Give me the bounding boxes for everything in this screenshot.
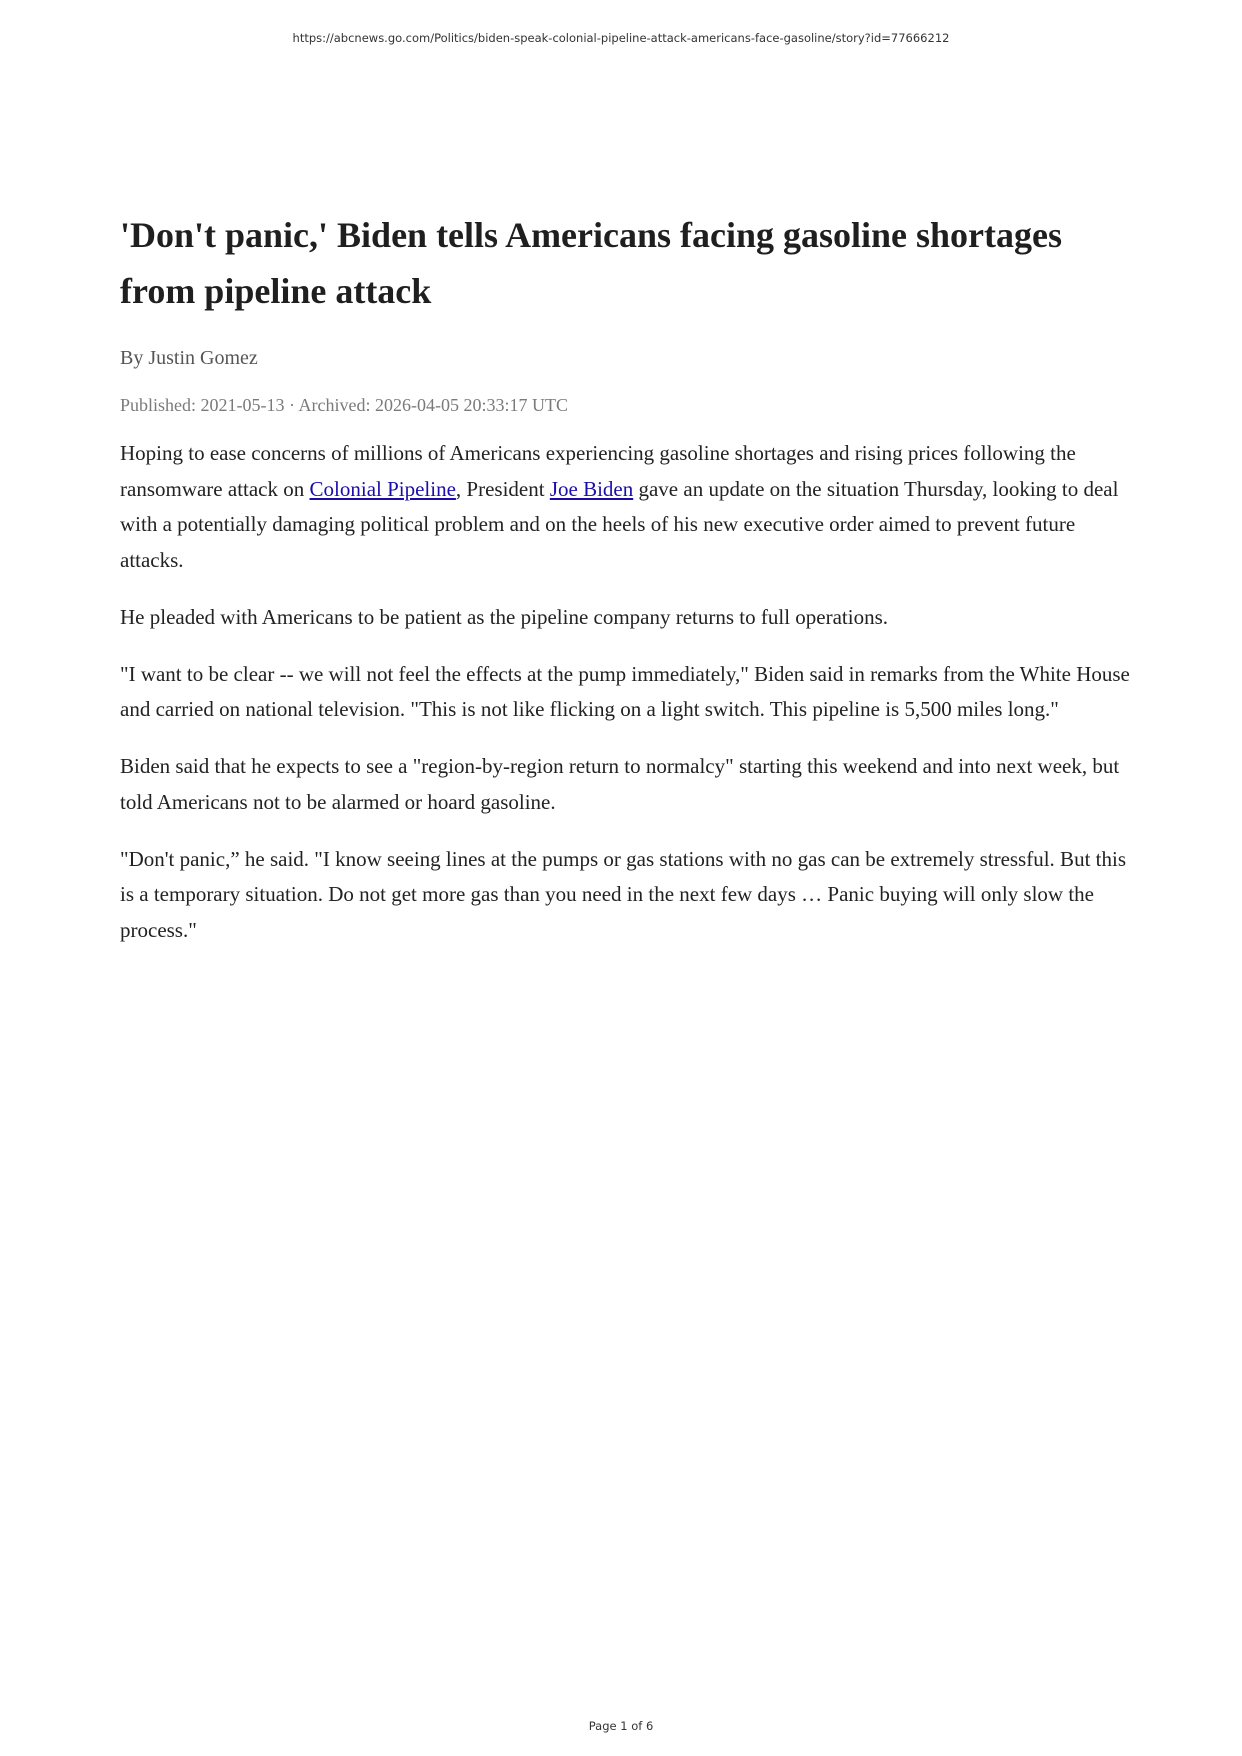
article-paragraph: Biden said that he expects to see a "region-by-region return to normalcy" starting this weekend and into next week, but told Americans not to be alarmed or hoard gasoline. xyxy=(120,754,1120,814)
article-title: 'Don't panic,' Biden tells Americans facing gasoline shortages from pipeline attack xyxy=(120,215,1063,311)
page-url: https://abcnews.go.com/Politics/biden-speak-colonial-pipeline-attack-americans-face-gasoline/story?id=77666212 xyxy=(292,31,950,45)
paragraph-text: gave an update on the situation Thursday, looking to deal with a potentially damaging political problem and on the heels of his new executive order aimed to prevent future attacks. xyxy=(120,476,1119,572)
paragraph-text: Hoping to ease concerns of millions of Americans experiencing gasoline shortages and rising prices following the ransomware attack on xyxy=(120,441,1076,501)
article-paragraph: "Don't panic,” he said. "I know seeing lines at the pumps or gas stations with no gas can be extremely stressful. But this is a temporary situation. Do not get more gas than you need in the next few days … Panic buying will only slow the process." xyxy=(120,846,1126,942)
page-indicator: Page 1 of 6 xyxy=(588,1719,654,1733)
article-meta: Published: 2021-05-13 · Archived: 2026-04-05 20:33:17 UTC xyxy=(120,395,568,415)
joe-biden-link[interactable]: Joe Biden xyxy=(549,476,634,501)
article-byline: By Justin Gomez xyxy=(120,347,258,369)
colonial-pipeline-link[interactable]: Colonial Pipeline xyxy=(309,476,456,501)
article xyxy=(120,207,1130,948)
article-paragraph: "I want to be clear -- we will not feel the effects at the pump immediately," Biden said in remarks from the White House and carried on national television. "This is not like flicking on a light switch. This pipeline is 5,500 miles long." xyxy=(120,661,1130,721)
paragraph-text: , President xyxy=(455,476,550,501)
article-paragraph: He pleaded with Americans to be patient as the pipeline company returns to full operations. xyxy=(120,604,889,629)
article-paragraph xyxy=(120,436,1130,578)
